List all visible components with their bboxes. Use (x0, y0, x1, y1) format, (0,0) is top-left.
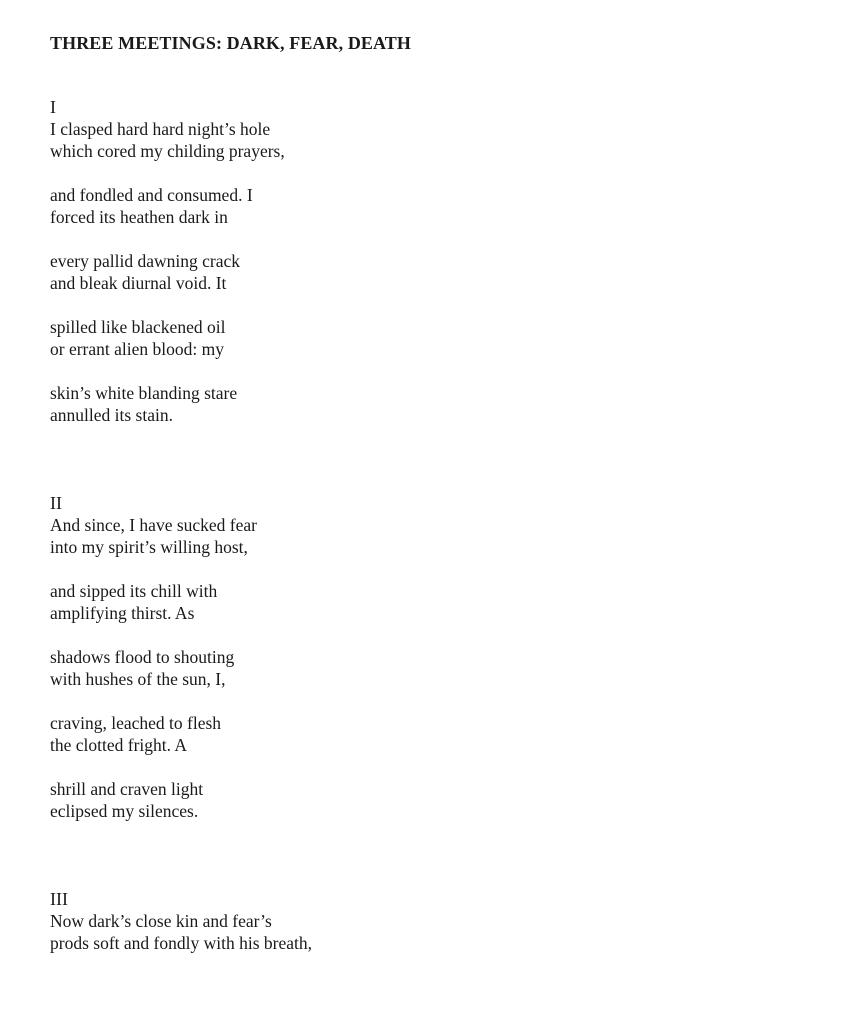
poem-line: with hushes of the sun, I, (50, 669, 226, 689)
poem-line: annulled its stain. (50, 405, 173, 425)
stanza (50, 778, 810, 822)
poem-line: spilled like blackened oil (50, 317, 226, 337)
poem-line: and bleak diurnal void. It (50, 273, 227, 293)
poem-line: eclipsed my silences. (50, 801, 199, 821)
poem-line: and sipped its chill with (50, 581, 218, 601)
stanza (50, 646, 810, 690)
stanza (50, 910, 810, 954)
section-number: I (50, 97, 56, 117)
poem-page (50, 30, 810, 954)
poem-line: and fondled and consumed. I (50, 185, 253, 205)
section-2 (50, 492, 810, 822)
poem-line: Now dark’s close kin and fear’s (50, 911, 272, 931)
poem-line: which cored my childing prayers, (50, 141, 285, 161)
poem-line: prods soft and fondly with his breath, (50, 933, 312, 953)
poem-line: shadows flood to shouting (50, 647, 235, 667)
stanza (50, 250, 810, 294)
poem-line: craving, leached to flesh (50, 713, 222, 733)
poem-title: THREE MEETINGS: DARK, FEAR, DEATH (50, 33, 412, 53)
stanza (50, 712, 810, 756)
section-3 (50, 888, 810, 954)
poem-line: shrill and craven light (50, 779, 204, 799)
stanza (50, 184, 810, 228)
stanza (50, 580, 810, 624)
section-number: II (50, 493, 62, 513)
poem-line: And since, I have sucked fear (50, 515, 257, 535)
poem-line: the clotted fright. A (50, 735, 188, 755)
poem-line: into my spirit’s willing host, (50, 537, 248, 557)
poem-line: skin’s white blanding stare (50, 383, 238, 403)
poem-line: every pallid dawning crack (50, 251, 240, 271)
stanza (50, 382, 810, 426)
section-1 (50, 96, 810, 426)
poem-line: I clasped hard hard night’s hole (50, 119, 271, 139)
stanza (50, 514, 810, 558)
poem-line: amplifying thirst. As (50, 603, 195, 623)
section-number: III (50, 889, 68, 909)
poem-line: forced its heathen dark in (50, 207, 228, 227)
stanza (50, 316, 810, 360)
poem-line: or errant alien blood: my (50, 339, 224, 359)
stanza (50, 118, 810, 162)
